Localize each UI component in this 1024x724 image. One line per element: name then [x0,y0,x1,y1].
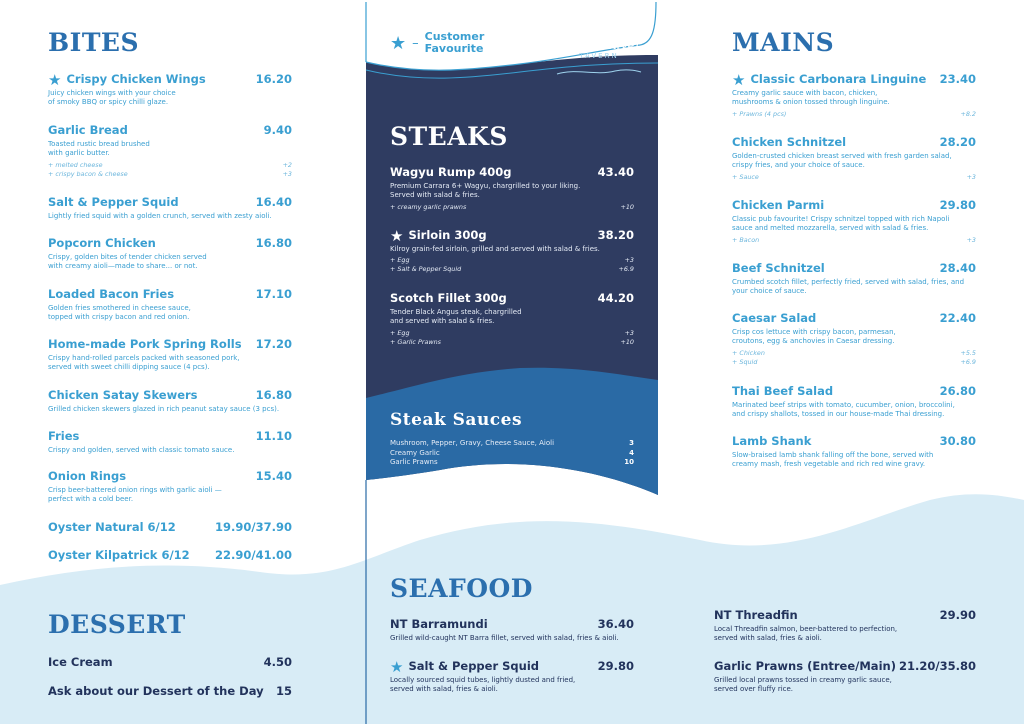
steaks-menu-item [390,291,634,347]
badge-label-1: Customer [424,30,485,43]
description-line: Lightly fried squid with a golden crunch, served with zesty aioli. [48,212,272,220]
item-price: 38.20 [597,228,634,242]
item-description [48,405,292,414]
description-line: Kilroy grain-fed sirloin, grilled and served with salad & fries. [390,245,600,253]
description-line: Local Threadfin salmon, beer-battered to perfection, [714,625,898,633]
description-line: and crispy shallots, tossed in our house-made Thai dressing. [732,410,945,419]
item-description [390,308,634,327]
description-line: Served with salad & fries. [390,191,480,200]
item-name-text: Wagyu Rump 400g [390,165,512,179]
addon-price: +2 [282,160,292,169]
mains-menu-item [732,198,976,245]
steaks-menu-item [390,165,634,212]
item-addon [48,161,292,170]
item-description [48,354,292,373]
item-addon [732,358,976,367]
item-price: 30.80 [939,434,976,448]
item-name-text: Beef Schnitzel [732,261,825,275]
bites-menu-item [48,337,292,373]
customer-favourite-badge [390,31,484,55]
item-addon [390,256,634,265]
item-price: 16.80 [255,388,292,402]
seafood-title: SEAFOOD [390,574,533,603]
item-description [390,634,634,643]
item-name-text: Scotch Fillet 300g [390,291,507,305]
item-name [48,195,179,209]
description-line: your choice of sauce. [732,287,807,296]
item-name-text: Oyster Kilpatrick 6/12 [48,548,190,562]
item-price: 19.90/37.90 [215,520,292,534]
item-description [48,212,292,221]
item-price: 22.40 [939,311,976,325]
item-description [390,182,634,201]
description-line: Slow-braised lamb shank falling off the bone, served with [732,451,934,459]
description-line: Golden fries smothered in cheese sauce, [48,304,191,312]
description-line: sauce and melted mozzarella, served with salad & fries. [732,224,929,233]
item-name-text: Oyster Natural 6/12 [48,520,176,534]
bites-title: BITES [48,28,140,57]
description-line: Crispy, golden bites of tender chicken served [48,253,207,261]
item-price: 43.40 [597,165,634,179]
addon-price: +6.9 [960,357,976,366]
item-name-text: Salt & Pepper Squid [408,659,540,673]
item-name [48,655,113,669]
sauce-name: Garlic Prawns [390,458,438,466]
item-price: 15 [275,684,292,698]
item-description [732,89,976,108]
item-name [48,520,176,534]
logo-wave-icon [555,68,643,76]
addon-price: +8.2 [960,109,976,118]
sauce-row [390,449,634,459]
description-line: served with salad, fries & aioli. [714,634,822,643]
item-addon [48,170,292,179]
item-name-text: Sirloin 300g [408,228,487,242]
item-price: 16.40 [255,195,292,209]
description-line: served with sweet chilli dipping sauce (4 pcs). [48,363,210,372]
item-name-text: Caesar Salad [732,311,817,325]
item-price: 15.40 [255,469,292,483]
item-name [390,658,540,676]
item-description [732,328,976,347]
steaks-title: STEAKS [390,122,508,151]
star-icon: ★ [390,658,404,676]
item-description [48,486,292,505]
item-price: 17.10 [255,287,292,301]
description-line: perfect with a cold beer. [48,495,134,504]
item-name [732,311,816,325]
addon-price: +3 [966,172,976,181]
description-line: served over fluffy rice. [714,685,794,694]
addon-label: + crispy bacon & cheese [48,169,128,178]
item-price: 26.80 [939,384,976,398]
description-line: Toasted rustic bread brushed [48,140,150,148]
item-name [48,123,128,137]
dessert-menu-item [48,684,292,698]
item-addon [732,349,976,358]
item-price: 22.90/41.00 [215,548,292,562]
star-icon: ★ [390,32,407,54]
mains-menu-item [732,434,976,470]
item-addon [732,173,976,182]
bites-menu-item [48,195,292,221]
item-price: 29.90 [939,608,976,622]
bites-menu-item [48,469,292,505]
seafood-menu-item [714,608,976,644]
dessert-title: DESSERT [48,610,186,639]
item-name-text: Classic Carbonara Linguine [750,72,927,86]
item-description [732,278,976,297]
item-addon [390,265,634,274]
description-line: Juicy chicken wings with your choice [48,89,176,97]
item-name [48,548,190,562]
item-price: 28.20 [939,135,976,149]
seafood-menu-item [390,659,634,695]
item-price: 29.80 [597,659,634,673]
item-price: 36.40 [597,617,634,631]
sauce-row [390,458,634,468]
description-line: Grilled chicken skewers glazed in rich peanut satay sauce (3 pcs). [48,405,280,413]
description-line: Creamy garlic sauce with bacon, chicken, [732,89,878,97]
item-name [48,236,156,250]
item-addon [390,329,634,338]
description-line: served with salad, fries & aioli. [390,685,498,694]
tavern-logo [555,38,643,80]
item-name [732,198,824,212]
item-price: 23.40 [939,72,976,86]
addon-label: + Prawns (4 pcs) [732,109,787,118]
bites-menu-item [48,548,292,562]
description-line: Crisp cos lettuce with crispy bacon, parmesan, [732,328,896,336]
item-name-text: Popcorn Chicken [48,236,156,250]
item-name-text: Salt & Pepper Squid [48,195,179,209]
sauces-title: Steak Sauces [390,410,523,430]
item-name [48,469,126,483]
item-name [390,165,511,179]
bites-menu-item [48,520,292,534]
item-description [48,304,292,323]
item-description [48,89,292,108]
item-description [48,140,292,159]
item-description [714,676,976,695]
item-name-text: Crispy Chicken Wings [66,72,206,86]
star-icon: ★ [48,71,62,89]
item-price: 4.50 [263,655,292,669]
description-line: and served with salad & fries. [390,317,495,326]
bites-menu-item [48,287,292,323]
description-line: with creamy aioli—made to share... or not. [48,262,198,271]
mains-menu-item [732,384,976,420]
item-description [714,625,976,644]
item-price: 28.40 [939,261,976,275]
addon-price: +10 [620,337,634,346]
item-name-text: Lamb Shank [732,434,812,448]
item-description [732,451,976,470]
item-description [732,401,976,420]
star-icon: ★ [390,227,404,245]
description-line: Premium Carrara 6+ Wagyu, chargrilled to your liking. [390,182,581,190]
mains-menu-item [732,311,976,367]
addon-price: +3 [624,256,634,265]
item-price: 16.80 [255,236,292,250]
description-line: Classic pub favourite! Crispy schnitzel topped with rich Napoli [732,215,950,223]
item-addon [390,338,634,347]
addon-price: +5.5 [960,348,976,357]
sauce-price: 3 [629,439,634,447]
item-name-text: Loaded Bacon Fries [48,287,175,301]
description-line: Crispy and golden, served with classic tomato sauce. [48,446,235,454]
item-addon [732,110,976,119]
item-description [732,215,976,234]
item-description [390,676,634,695]
description-line: Marinated beef strips with tomato, cucumber, onion, broccolini, [732,401,955,409]
item-name-text: NT Threadfin [714,608,798,622]
dash: – [412,35,419,51]
steaks-menu-item [390,228,634,274]
item-name [732,434,811,448]
mains-menu-item [732,261,976,297]
item-name [714,659,896,673]
item-name-text: Ask about our Dessert of the Day [48,684,264,698]
mains-menu-item [732,72,976,119]
description-line: with garlic butter. [48,149,110,158]
item-name [390,291,507,305]
item-price: 11.10 [255,429,292,443]
item-name [732,135,846,149]
item-addon [390,203,634,212]
logo-name: Darwin River [556,37,641,52]
item-description [48,253,292,272]
logo-sub: TAVERN [579,52,619,60]
item-name [48,71,206,89]
mains-menu-item [732,135,976,182]
item-price: 17.20 [255,337,292,351]
description-line: Grilled wild-caught NT Barra fillet, served with salad, fries & aioli. [390,634,619,642]
sauce-price: 4 [629,448,634,457]
star-icon: ★ [732,71,746,89]
item-description [48,446,292,455]
description-line: Grilled local prawns tossed in creamy garlic sauce, [714,676,892,684]
description-line: Crumbed scotch fillet, perfectly fried, served with salad, fries, and [732,278,965,286]
description-line: of smoky BBQ or spicy chilli glaze. [48,98,169,107]
item-name-text: Ice Cream [48,655,113,669]
item-name [48,337,242,351]
addon-label: + Salt & Pepper Squid [390,265,462,274]
item-name [48,684,264,698]
item-name-text: Fries [48,429,80,443]
addon-label: + Bacon [732,235,760,244]
item-name [390,617,488,631]
description-line: Crisp beer-battered onion rings with garlic aioli — [48,486,222,494]
addon-label: + Chicken [732,348,765,357]
addon-price: +3 [966,235,976,244]
addon-label: + creamy garlic prawns [390,202,467,211]
dessert-menu-item [48,655,292,669]
description-line: Locally sourced squid tubes, lightly dusted and fried, [390,676,576,684]
addon-label: + Egg [390,256,410,265]
addon-label: + Garlic Prawns [390,337,441,346]
item-name-text: Garlic Prawns (Entree/Main) [714,659,896,673]
seafood-menu-item [390,617,634,643]
item-name-text: Garlic Bread [48,123,128,137]
item-addon [732,236,976,245]
item-price: 9.40 [263,123,292,137]
description-line: crispy fries, and your choice of sauce. [732,161,865,170]
item-name-text: Chicken Satay Skewers [48,388,198,402]
addon-price: +3 [282,169,292,178]
item-name-text: Chicken Parmi [732,198,825,212]
description-line: Golden-crusted chicken breast served with fresh garden salad, [732,152,952,160]
item-name [732,261,825,275]
item-price: 44.20 [597,291,634,305]
item-name-text: Thai Beef Salad [732,384,834,398]
sauce-price: 10 [624,458,634,466]
bites-menu-item [48,72,292,108]
addon-price: +3 [624,328,634,337]
sauce-name: Mushroom, Pepper, Gravy, Cheese Sauce, Aioli [390,439,555,447]
description-line: Crispy hand-rolled parcels packed with seasoned pork, [48,354,240,362]
item-description [390,245,634,254]
item-name [390,227,487,245]
bites-menu-item [48,236,292,272]
item-name [732,71,927,89]
addon-price: +6.9 [618,265,634,274]
item-name [48,287,174,301]
item-name [732,384,833,398]
item-name-text: Home-made Pork Spring Rolls [48,337,242,351]
bites-menu-item [48,429,292,455]
addon-label: + melted cheese [48,160,103,169]
item-price: 29.80 [939,198,976,212]
item-name [48,429,79,443]
mains-title: MAINS [732,28,835,57]
item-name-text: NT Barramundi [390,617,488,631]
description-line: creamy mash, fresh vegetable and rich red wine gravy. [732,460,926,469]
description-line: croutons, egg & anchovies in Caesar dressing. [732,337,895,346]
sauces-list [390,439,634,468]
item-name-text: Onion Rings [48,469,127,483]
bites-menu-item [48,123,292,179]
sauce-row [390,439,634,449]
addon-label: + Egg [390,328,410,337]
description-line: Tender Black Angus steak, chargrilled [390,308,522,316]
seafood-menu-item [714,659,976,695]
description-line: mushrooms & onion tossed through linguine. [732,98,890,107]
item-description [732,152,976,171]
item-price: 16.20 [255,72,292,86]
sauce-name: Creamy Garlic [390,448,440,457]
bites-menu-item [48,388,292,414]
addon-price: +10 [620,202,634,211]
addon-label: + Sauce [732,172,759,181]
item-name [48,388,198,402]
addon-label: + Squid [732,357,758,366]
item-price: 21.20/35.80 [899,659,976,673]
item-name-text: Chicken Schnitzel [732,135,847,149]
badge-label-2: Favourite [424,42,484,55]
item-name [714,608,798,622]
description-line: topped with crispy bacon and red onion. [48,313,190,322]
